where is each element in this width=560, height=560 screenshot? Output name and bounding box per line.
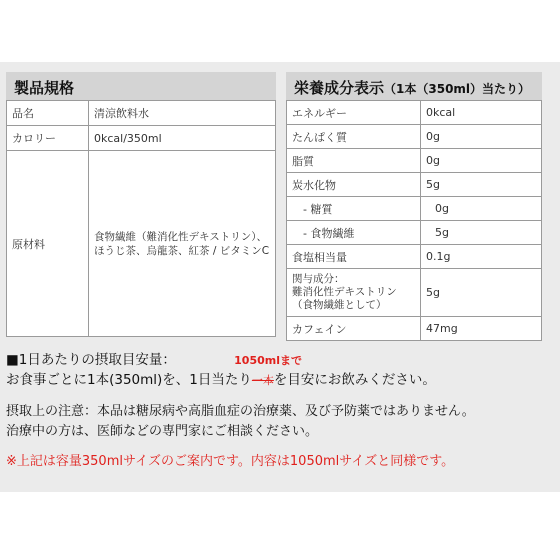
spec-label: 原材料 (7, 151, 89, 337)
nutrition-row (287, 269, 542, 317)
nutrition-row (287, 173, 542, 197)
nutrition-value: 0g (421, 125, 542, 149)
spec-value: 清涼飲料水 (89, 101, 276, 126)
nutrition-subtitle: （1本（350ml）当たり） (384, 82, 531, 96)
nutrition-value: 5g (421, 269, 542, 317)
nutrition-row (287, 149, 542, 173)
intake-text-after: を目安にお飲みください。 (273, 372, 436, 388)
intake-heading-line (6, 350, 554, 370)
nutrition-label: 脂質 (287, 149, 421, 173)
spec-value (89, 151, 276, 337)
spec-label: カロリー (7, 126, 89, 151)
nutrition-value: 0g (421, 197, 542, 221)
nutrition-value: 5g (421, 173, 542, 197)
nutrition-title (286, 72, 542, 100)
nutrition-row (287, 317, 542, 341)
nutrition-label: 炭水化物 (287, 173, 421, 197)
ingredients-line-2: ほうじ茶、烏龍茶、紅茶 / ビタミンC (94, 244, 270, 257)
active-ingredient-line-3: （食物繊維として） (292, 299, 387, 311)
nutrition-row (287, 245, 542, 269)
intake-text-line (6, 370, 554, 390)
nutrition-label: エネルギー (287, 101, 421, 125)
nutrition-value: 0kcal (421, 101, 542, 125)
nutrition-value: 0.1g (421, 245, 542, 269)
size-note: ※上記は容量350mlサイズのご案内です。内容は1050mlサイズと同様です。 (6, 454, 455, 469)
nutrition-row (287, 221, 542, 245)
nutrition-label: たんぱく質 (287, 125, 421, 149)
nutrition-row (287, 197, 542, 221)
nutrition-label (287, 269, 421, 317)
nutrition-label: - 食物繊維 (287, 221, 421, 245)
nutrition-label: カフェイン (287, 317, 421, 341)
product-spec-title: 製品規格 (6, 72, 276, 100)
nutrition-value: 5g (421, 221, 542, 245)
nutrition-value: 0g (421, 149, 542, 173)
spec-row-ingredients (7, 151, 276, 337)
nutrition-row (287, 125, 542, 149)
product-spec-section (6, 72, 276, 337)
intake-text-before: お食事ごとに1本(350ml)を、1日当たり (6, 372, 252, 388)
spec-row-name (7, 101, 276, 126)
spec-value: 0kcal/350ml (89, 126, 276, 151)
notes-section (6, 350, 554, 472)
product-spec-table (6, 100, 276, 337)
nutrition-value: 47mg (421, 317, 542, 341)
spec-row-calorie (7, 126, 276, 151)
caution-line-1: 摂取上の注意：本品は糖尿病や高脂血症の治療薬、及び予防薬ではありません。 (6, 404, 475, 419)
nutrition-label: - 糖質 (287, 197, 421, 221)
nutrition-table (286, 100, 542, 341)
nutrition-section (286, 72, 542, 341)
ingredients-line-1: 食物繊維（難消化性デキストリン）、 (94, 230, 268, 243)
active-ingredient-line-2: 難消化性デキストリン (292, 286, 397, 298)
active-ingredient-line-1: 関与成分： (292, 273, 345, 285)
intake-heading: ■1日あたりの摂取目安量： (6, 352, 176, 368)
handwritten-amount: 1050mlまで (234, 354, 303, 367)
caution-line-2: 治療中の方は、医師などの専門家にご相談ください。 (6, 424, 319, 439)
spec-label: 品名 (7, 101, 89, 126)
nutrition-title-text: 栄養成分表示 (294, 79, 385, 97)
struck-amount: 一本 (251, 374, 274, 387)
nutrition-row (287, 101, 542, 125)
nutrition-label: 食塩相当量 (287, 245, 421, 269)
